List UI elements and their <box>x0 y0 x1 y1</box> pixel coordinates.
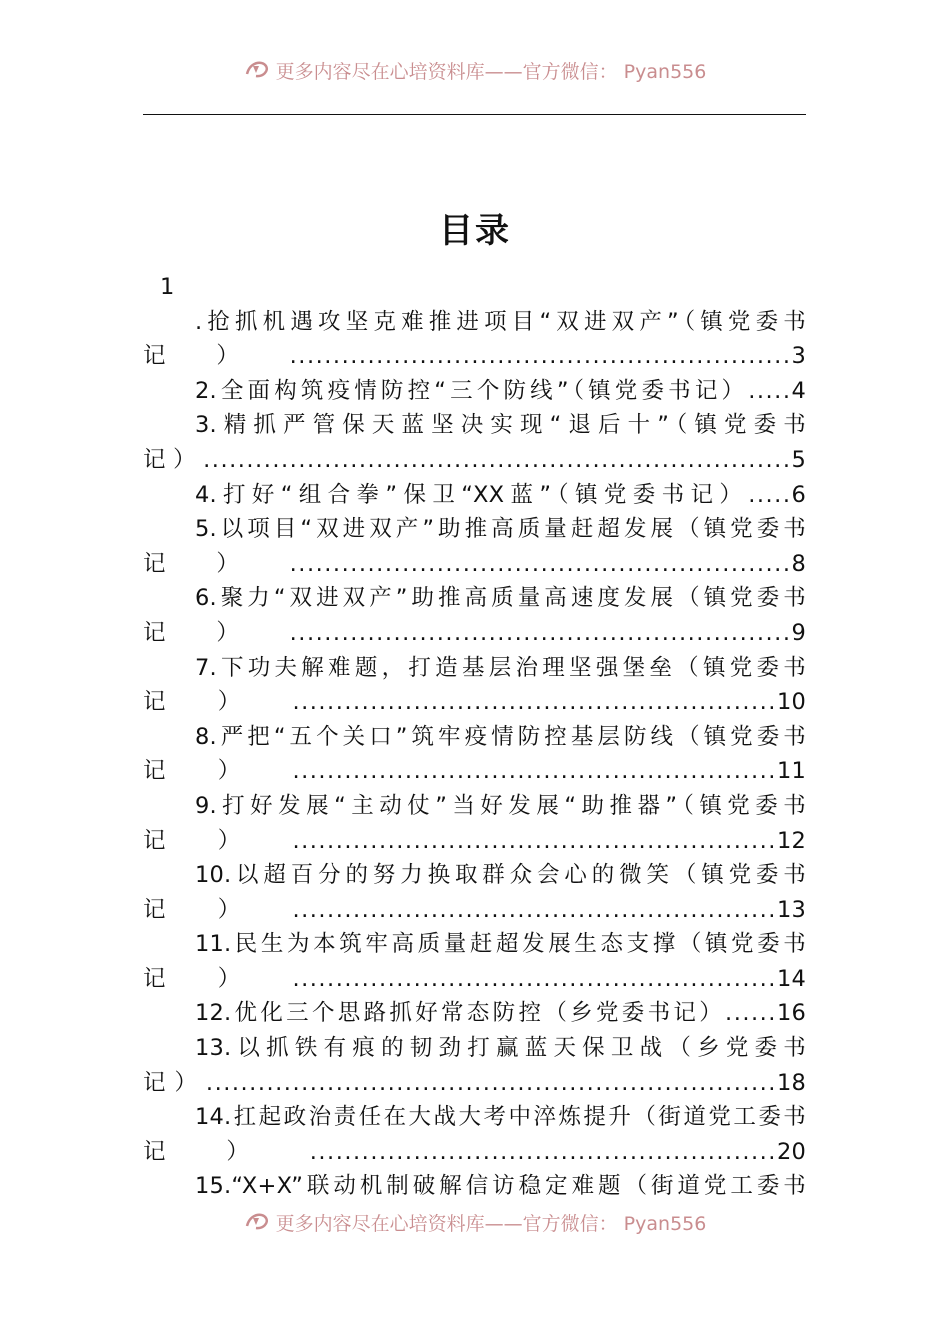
toc-entry <box>143 858 806 927</box>
watermark-text: 更多内容尽在心培资料库——官方微信： Pyan556 <box>275 61 707 82</box>
toc-entry-page: 20 <box>776 1138 806 1165</box>
toc-dot-leader: ........................................................ <box>292 689 777 716</box>
toc-entry-title: .抢抓机遇攻坚克难推进项目“双进双产”（镇党委书记） <box>143 308 806 370</box>
table-of-contents <box>143 270 806 1204</box>
toc-dot-leader: ...... <box>725 1000 777 1027</box>
toc-dot-leader: ........................................................ <box>292 827 777 854</box>
toc-dot-leader: ........................................................ <box>292 965 777 992</box>
toc-entry <box>143 651 806 720</box>
stray-number: 1 <box>160 274 175 300</box>
toc-entry-title: 8.严把“五个关口”筑牢疫情防控基层防线（镇党委书记） <box>143 723 806 785</box>
toc-entry <box>143 374 806 409</box>
toc-entry-title: 9.打好发展“主动仗”当好发展“助推器”（镇党委书记） <box>143 792 806 854</box>
toc-entry-title: 13.以抓铁有痕的韧劲打赢蓝天保卫战（乡党委书记） <box>143 1035 806 1096</box>
toc-entry <box>143 789 806 858</box>
toc-entry-page: 10 <box>776 689 806 716</box>
toc-dot-leader: ........................................................ <box>292 896 777 923</box>
toc-entry-page: 16 <box>776 1000 806 1027</box>
toc-entry <box>143 512 806 581</box>
toc-dot-leader: .......................................................... <box>289 343 792 370</box>
toc-entry-title: 12.优化三个思路抓好常态防控（乡党委书记） <box>195 1000 726 1027</box>
toc-entry-page: 14 <box>776 965 806 992</box>
toc-dot-leader: .......................................................... <box>289 619 792 646</box>
toc-dot-leader: .................................................................. <box>205 1069 777 1096</box>
toc-entry-title: 10.以超百分的努力换取群众会心的微笑（镇党委书记） <box>143 862 806 923</box>
toc-entry-title: 3.精抓严管保天蓝坚决实现“退后十”（镇党委书记） <box>143 412 806 473</box>
toc-entry <box>143 305 806 374</box>
page-title: 目录 <box>439 211 511 251</box>
toc-entry-title: 2.全面构筑疫情防控“三个防线”（镇党委书记） <box>195 377 749 404</box>
toc-entry-title: 14.扛起政治责任在大战大考中淬炼提升（街道党工委书记） <box>143 1104 806 1165</box>
toc-entry-page: 18 <box>776 1069 806 1096</box>
toc-dot-leader: ...................................................... <box>309 1138 777 1165</box>
toc-entry <box>143 996 806 1031</box>
toc-dot-leader: ..... <box>748 481 792 508</box>
toc-entry <box>143 720 806 789</box>
logo-icon <box>244 1210 270 1234</box>
toc-entry <box>143 581 806 650</box>
toc-entry-page: 4 <box>791 377 806 404</box>
toc-dot-leader: ..... <box>748 377 792 404</box>
toc-entry <box>143 1169 806 1204</box>
toc-entry <box>143 478 806 513</box>
toc-entry <box>143 1031 806 1100</box>
toc-entry-title: 7.下功夫解难题，打造基层治理坚强堡垒（镇党委书记） <box>143 654 806 716</box>
toc-entry <box>143 927 806 996</box>
toc-dot-leader: .......................................................... <box>289 550 792 577</box>
toc-entry-page: 12 <box>776 827 806 854</box>
toc-entry-title: 11.民生为本筑牢高质量赶超发展生态支撑（镇党委书记） <box>143 931 806 992</box>
toc-entry-title: 5.以项目“双进双产”助推高质量赶超发展（镇党委书记） <box>143 516 806 577</box>
toc-entry-title: 6.聚力“双进双产”助推高质量高速度发展（镇党委书记） <box>143 585 806 646</box>
toc-entry-page: 11 <box>776 758 806 785</box>
toc-entry-page: 3 <box>791 343 806 370</box>
toc-dot-leader: ........................................................ <box>292 758 777 785</box>
toc-entry-page: 9 <box>791 619 806 646</box>
watermark-text: 更多内容尽在心培资料库——官方微信： Pyan556 <box>275 1213 707 1234</box>
toc-entry-page: 8 <box>791 550 806 577</box>
watermark-top <box>0 58 950 82</box>
toc-entry-page: 5 <box>791 446 806 473</box>
logo-icon <box>244 58 270 82</box>
toc-entry-page: 6 <box>791 481 806 508</box>
toc-entry <box>143 408 806 477</box>
toc-entry-page: 13 <box>776 896 806 923</box>
toc-entry-title: 4.打好“组合拳”保卫“XX蓝”（镇党委书记） <box>195 481 749 508</box>
toc-entry-title: 15.“X+X”联动机制破解信访稳定难题（街道党工委书 <box>195 1173 806 1200</box>
toc-dot-leader: .................................................................... <box>203 446 792 473</box>
header-rule <box>143 114 806 115</box>
watermark-bottom <box>0 1210 950 1234</box>
toc-list <box>143 305 806 1204</box>
toc-entry <box>143 1100 806 1169</box>
